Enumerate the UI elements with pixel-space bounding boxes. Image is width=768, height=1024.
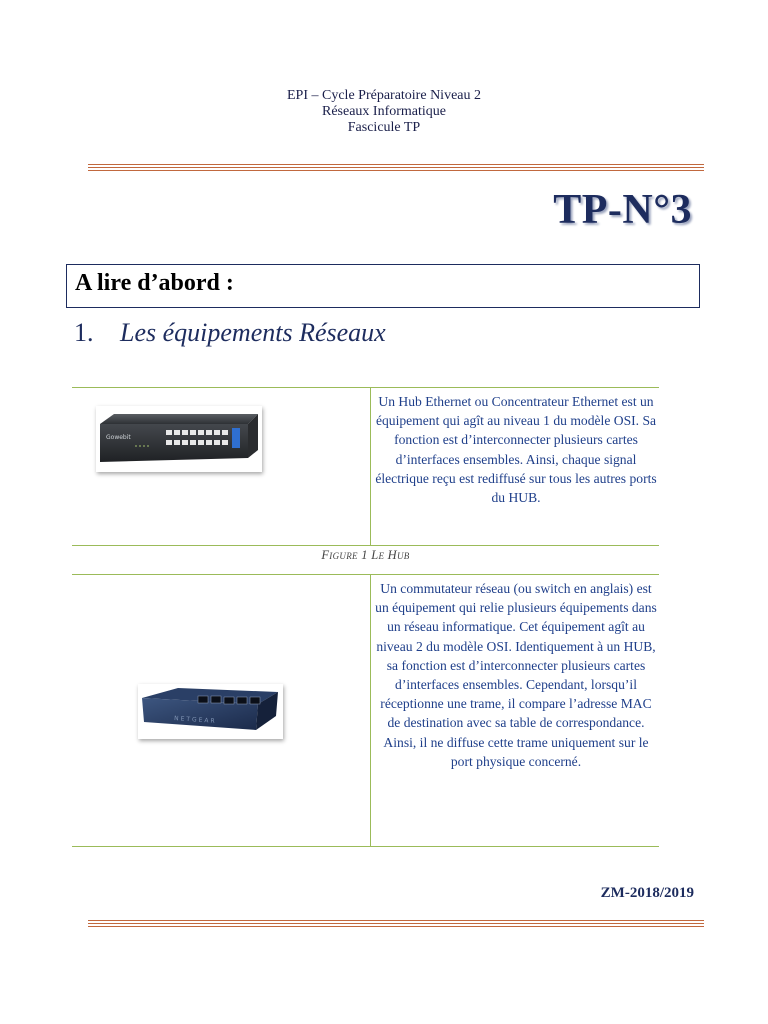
table-border-row1 (72, 545, 659, 546)
section-number: 1. (74, 318, 94, 347)
header-divider (88, 164, 704, 172)
footer-code: ZM-2018/2019 (600, 885, 694, 901)
hub-brand-label: Gowebit (106, 434, 131, 441)
section-title: Les équipements Réseaux (120, 318, 386, 347)
hub-device-icon (96, 406, 262, 472)
read-first-box (66, 264, 700, 308)
header-line-2: Réseaux Informatique (321, 104, 446, 119)
header-line-1: EPI – Cycle Préparatoire Niveau 2 (287, 88, 481, 103)
read-first-label: A lire d’abord : (75, 270, 234, 296)
header-line-3: Fascicule TP (347, 120, 421, 135)
section-heading (74, 318, 386, 348)
figure-caption-hub: Figure 1 Le Hub (321, 548, 410, 562)
document-header (0, 88, 768, 136)
hub-description: Un Hub Ethernet ou Concentrateur Ethernet est un équipement qui agît au niveau 1 du modèle OSI. Sa fonction est d’interconnecter plusieurs cartes d’interfaces ensembles. Ainsi, chaque signal électrique reçu est rediffusé sur tous les autres ports du HUB. (375, 394, 657, 506)
table-border-caption (72, 574, 659, 575)
switch-device-icon (138, 684, 283, 739)
table-divider-row1 (370, 387, 371, 545)
table-border-top (72, 387, 659, 388)
table-divider-row2 (370, 574, 371, 846)
switch-description: Un commutateur réseau (ou switch en anglais) est un équipement qui relie plusieurs équipements dans un réseau informatique. Cet équipement agît au niveau 2 du modèle OSI. Identiquement à un HUB, sa fonction est d’interconnecter plusieurs cartes d’interfaces ensembles. Cependant, lorsqu’il réceptionne une trame, il compare l’adresse MAC de destination avec sa table de correspondance. Ainsi, il ne diffuse cette trame uniquement sur le port physique concerné. (375, 581, 657, 769)
switch-brand-label: NETGEAR (173, 715, 217, 725)
table-border-bottom (72, 846, 659, 847)
hub-image (96, 406, 262, 472)
tp-title: TP-N°3 (553, 187, 692, 233)
switch-image (138, 684, 283, 739)
footer-divider (88, 920, 704, 928)
